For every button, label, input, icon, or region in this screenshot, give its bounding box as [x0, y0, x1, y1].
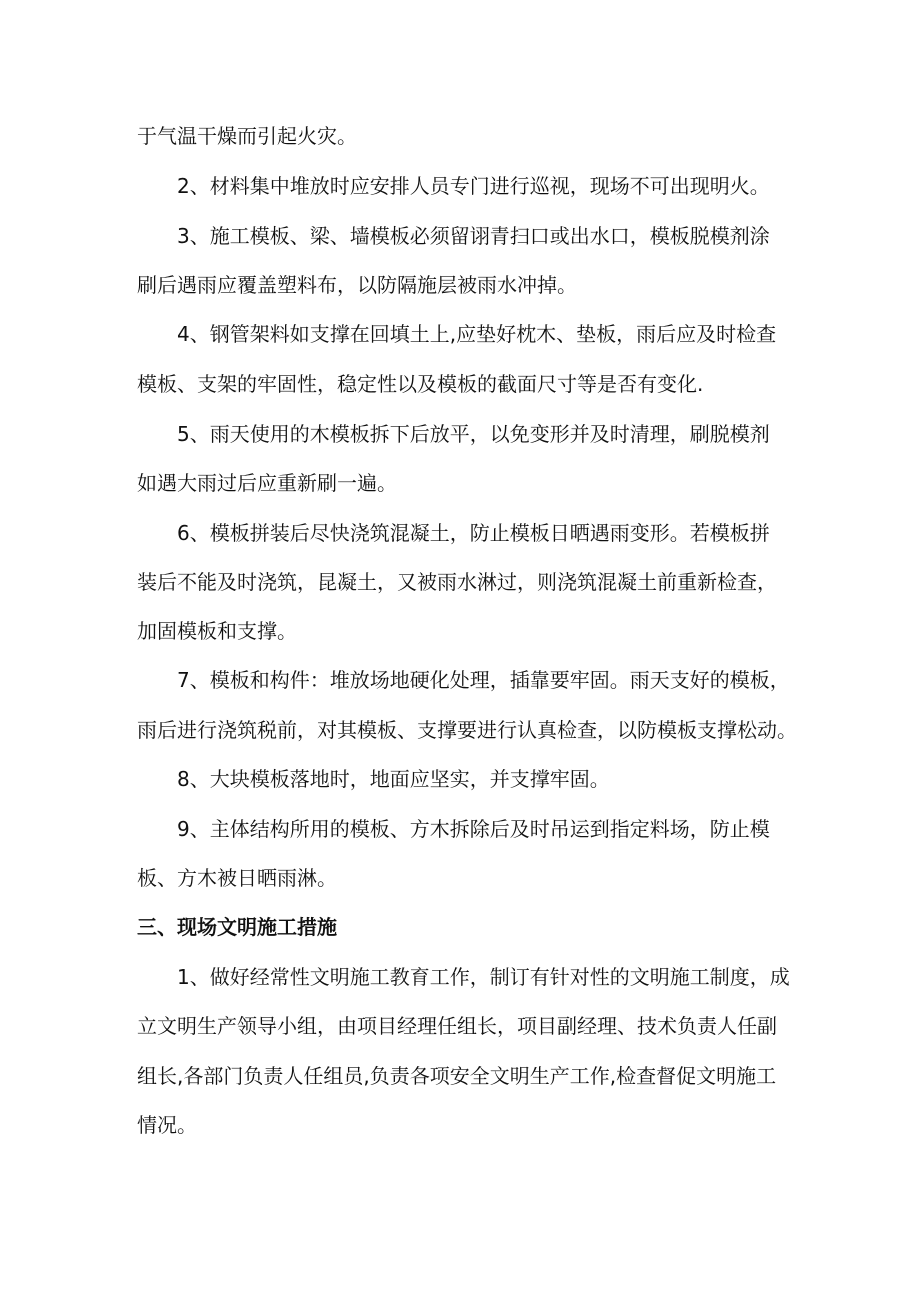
- paragraph-line: 装后不能及时浇筑，昆凝土，又被雨水淋过，则浇筑混凝土前重新检查，: [137, 570, 777, 594]
- paragraph-line: 立文明生产领导小组，由项目经理任组长，项目副经理、技术负责人任副: [137, 1014, 777, 1038]
- paragraph-line: 7、模板和构件：堆放场地硬化处理，插靠要牢固。雨天支好的模板，: [177, 668, 790, 692]
- paragraph-line: 于气温干燥而引起火灾。: [137, 124, 357, 148]
- paragraph-line: 5、雨天使用的木模板拆下后放平，以免变形并及时清理，刷脱模剂: [177, 422, 770, 446]
- paragraph-line: 1、做好经常性文明施工教育工作，制订有针对性的文明施工制度，成: [177, 965, 790, 989]
- paragraph-line: 如遇大雨过后应重新刷一遍。: [137, 471, 397, 495]
- paragraph-line: 4、钢管架料如支撑在回填土上,应垫好枕木、垫板，雨后应及时检查: [177, 322, 777, 346]
- paragraph-line: 模板、支架的牢固性，稳定性以及模板的截面尺寸等是否有变化.: [137, 372, 704, 396]
- paragraph-line: 情况。: [137, 1113, 197, 1137]
- paragraph-line: 加固模板和支撑。: [137, 619, 297, 643]
- paragraph-line: 9、主体结构所用的模板、方木拆除后及时吊运到指定料场，防止模: [177, 817, 770, 841]
- paragraph-line: 8、大块模板落地时，地面应坚实，并支撑牢固。: [177, 767, 610, 791]
- paragraph-line: 3、施工模板、梁、墙模板必须留诩青扫口或出水口，模板脱模剂涂: [177, 224, 770, 248]
- paragraph-line: 板、方木被日晒雨淋。: [137, 866, 337, 890]
- paragraph-line: 组长,各部门负责人任组员,负责各项安全文明生产工作,检查督促文明施工: [137, 1064, 777, 1088]
- paragraph-line: 2、材料集中堆放时应安排人员专门进行巡视，现场不可出现明火。: [177, 174, 770, 198]
- paragraph-line: 6、模板拼装后尽快浇筑混凝土，防止模板日晒遇雨变形。若模板拼: [177, 521, 770, 545]
- section-heading: 三、现场文明施工措施: [137, 915, 337, 939]
- paragraph-line: 雨后进行浇筑税前，对其模板、支撑要进行认真检查，以防模板支撑松动。: [137, 718, 797, 742]
- paragraph-line: 刷后遇雨应覆盖塑料布，以防隔施层被雨水冲掉。: [137, 273, 577, 297]
